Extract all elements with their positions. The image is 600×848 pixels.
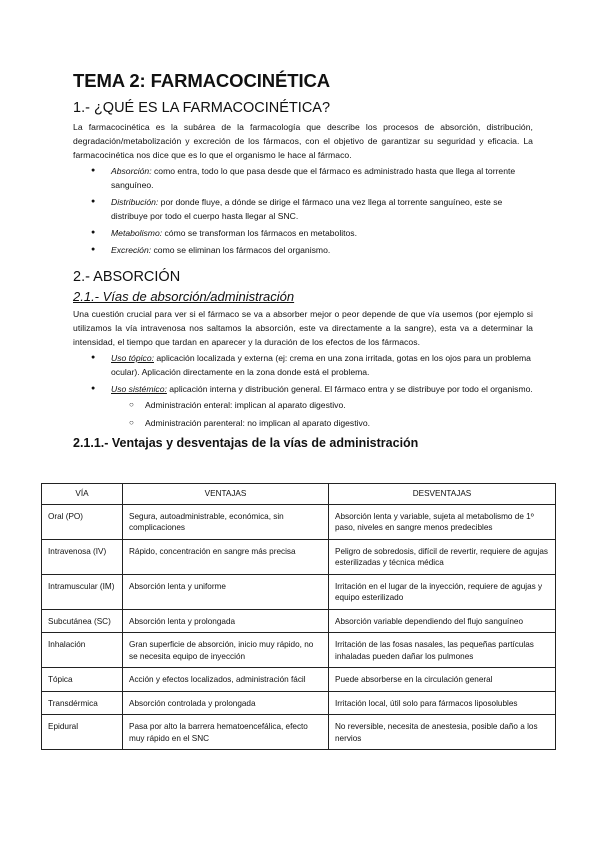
table-row xyxy=(42,668,556,692)
administration-routes-table xyxy=(41,483,556,750)
table-cell: Tópica xyxy=(42,668,123,692)
table-cell: Intramuscular (IM) xyxy=(42,574,123,609)
subsection-2-1-intro: Una cuestión crucial para ver si el fármaco se va a absorber mejor o peor depende de que vía usemos (por ejemplo si utilizamos la vía intravenosa nos saltamos la absorción, este va directamente a la sangre), esta va a determinar la intensidad, el tiempo que tardan en aparecer y la duración de los efectos de los fármacos. xyxy=(73,309,533,347)
list-item: ● Uso tópico: aplicación localizada y externa (ej: crema en una zona irritada, gotas en los ojos para un problema ocular). Aplicación directamente en la zona donde está el problema. xyxy=(73,351,533,379)
table-cell: Absorción lenta y variable, sujeta al metabolismo de 1º paso, niveles en sangre menos predecibles xyxy=(329,504,556,539)
table-cell: Absorción lenta y uniforme xyxy=(123,574,329,609)
section-1-heading: 1.- ¿QUÉ ES LA FARMACOCINÉTICA? xyxy=(73,100,331,116)
table-cell: Pasa por alto la barrera hematoencefálica, efecto muy rápido en el SNC xyxy=(123,715,329,750)
column-header-ventajas: VENTAJAS xyxy=(123,484,329,505)
table-cell: Transdérmica xyxy=(42,691,123,715)
table-cell: Segura, autoadministrable, económica, sin complicaciones xyxy=(123,504,329,539)
table-row xyxy=(42,715,556,750)
table-cell: Rápido, concentración en sangre más precisa xyxy=(123,539,329,574)
list-item: ○ Administración parenteral: no implican al aparato digestivo. xyxy=(73,416,533,430)
subsection-2-1-1-heading: 2.1.1.- Ventajas y desventajas de la vías de administración xyxy=(73,436,419,450)
document-page xyxy=(73,70,533,456)
subsection-2-1-heading: 2.1.- Vías de absorción/administración xyxy=(73,289,295,304)
list-item: ● Distribución: por donde fluye, a dónde se dirige el fármaco una vez llega al torrente sanguíneo, este se distribuye por todo el cuerpo hasta llegar al SNC. xyxy=(73,195,533,223)
table-cell: Gran superficie de absorción, inicio muy rápido, no se necesita equipo de inyección xyxy=(123,633,329,668)
table-cell: Irritación de las fosas nasales, las pequeñas partículas inhaladas pueden dañar los pulmones xyxy=(329,633,556,668)
section-2-heading: 2.- ABSORCIÓN xyxy=(73,269,181,285)
list-item: ● Uso sistémico: aplicación interna y distribución general. El fármaco entra y se distribuye por todo el organismo. ○ Administración enteral: implican al aparato digestivo. ○ Administración parenteral: no implican al aparato digestivo. xyxy=(73,382,533,430)
table-cell: Absorción lenta y prolongada xyxy=(123,609,329,633)
section-1-bullets xyxy=(73,164,533,257)
table-header-row xyxy=(42,484,556,505)
table-cell: Acción y efectos localizados, administración fácil xyxy=(123,668,329,692)
list-item: ● Metabolismo: cómo se transforman los fármacos en metabolitos. xyxy=(73,226,533,240)
list-item: ● Absorción: como entra, todo lo que pasa desde que el fármaco es administrado hasta que llega al torrente sanguíneo. xyxy=(73,164,533,192)
list-item: ● Excreción: como se eliminan los fármacos del organismo. xyxy=(73,243,533,257)
column-header-via: VÍA xyxy=(42,484,123,505)
section-1-intro: La farmacocinética es la subárea de la farmacología que describe los procesos de absorción, distribución, degradación/metabolización y excreción de los fármacos, con el objetivo de garantizar su seguridad y eficacia. La farmacocinética nos dice que es lo que el organismo le hace al fármaco. xyxy=(73,122,533,160)
table-row xyxy=(42,504,556,539)
table-cell: Irritación local, útil solo para fármacos liposolubles xyxy=(329,691,556,715)
document-title: TEMA 2: FARMACOCINÉTICA xyxy=(73,70,331,91)
table-cell: Peligro de sobredosis, difícil de revertir, requiere de agujas esterilizadas y técnica médica xyxy=(329,539,556,574)
list-item: ○ Administración enteral: implican al aparato digestivo. xyxy=(73,398,533,412)
table-row xyxy=(42,609,556,633)
column-header-desventajas: DESVENTAJAS xyxy=(329,484,556,505)
table-row xyxy=(42,691,556,715)
table-row xyxy=(42,574,556,609)
nested-list xyxy=(73,398,533,430)
table-cell: Absorción variable dependiendo del flujo sanguíneo xyxy=(329,609,556,633)
table-cell: Inhalación xyxy=(42,633,123,668)
subsection-2-1-bullets xyxy=(73,351,533,430)
table-cell: Oral (PO) xyxy=(42,504,123,539)
table-cell: Puede absorberse en la circulación general xyxy=(329,668,556,692)
table-cell: Epidural xyxy=(42,715,123,750)
table-cell: Subcutánea (SC) xyxy=(42,609,123,633)
table-cell: Absorción controlada y prolongada xyxy=(123,691,329,715)
table-row xyxy=(42,539,556,574)
table-cell: Irritación en el lugar de la inyección, requiere de agujas y equipo esterilizado xyxy=(329,574,556,609)
table-cell: Intravenosa (IV) xyxy=(42,539,123,574)
table-row xyxy=(42,633,556,668)
table-cell: No reversible, necesita de anestesia, posible daño a los nervios xyxy=(329,715,556,750)
